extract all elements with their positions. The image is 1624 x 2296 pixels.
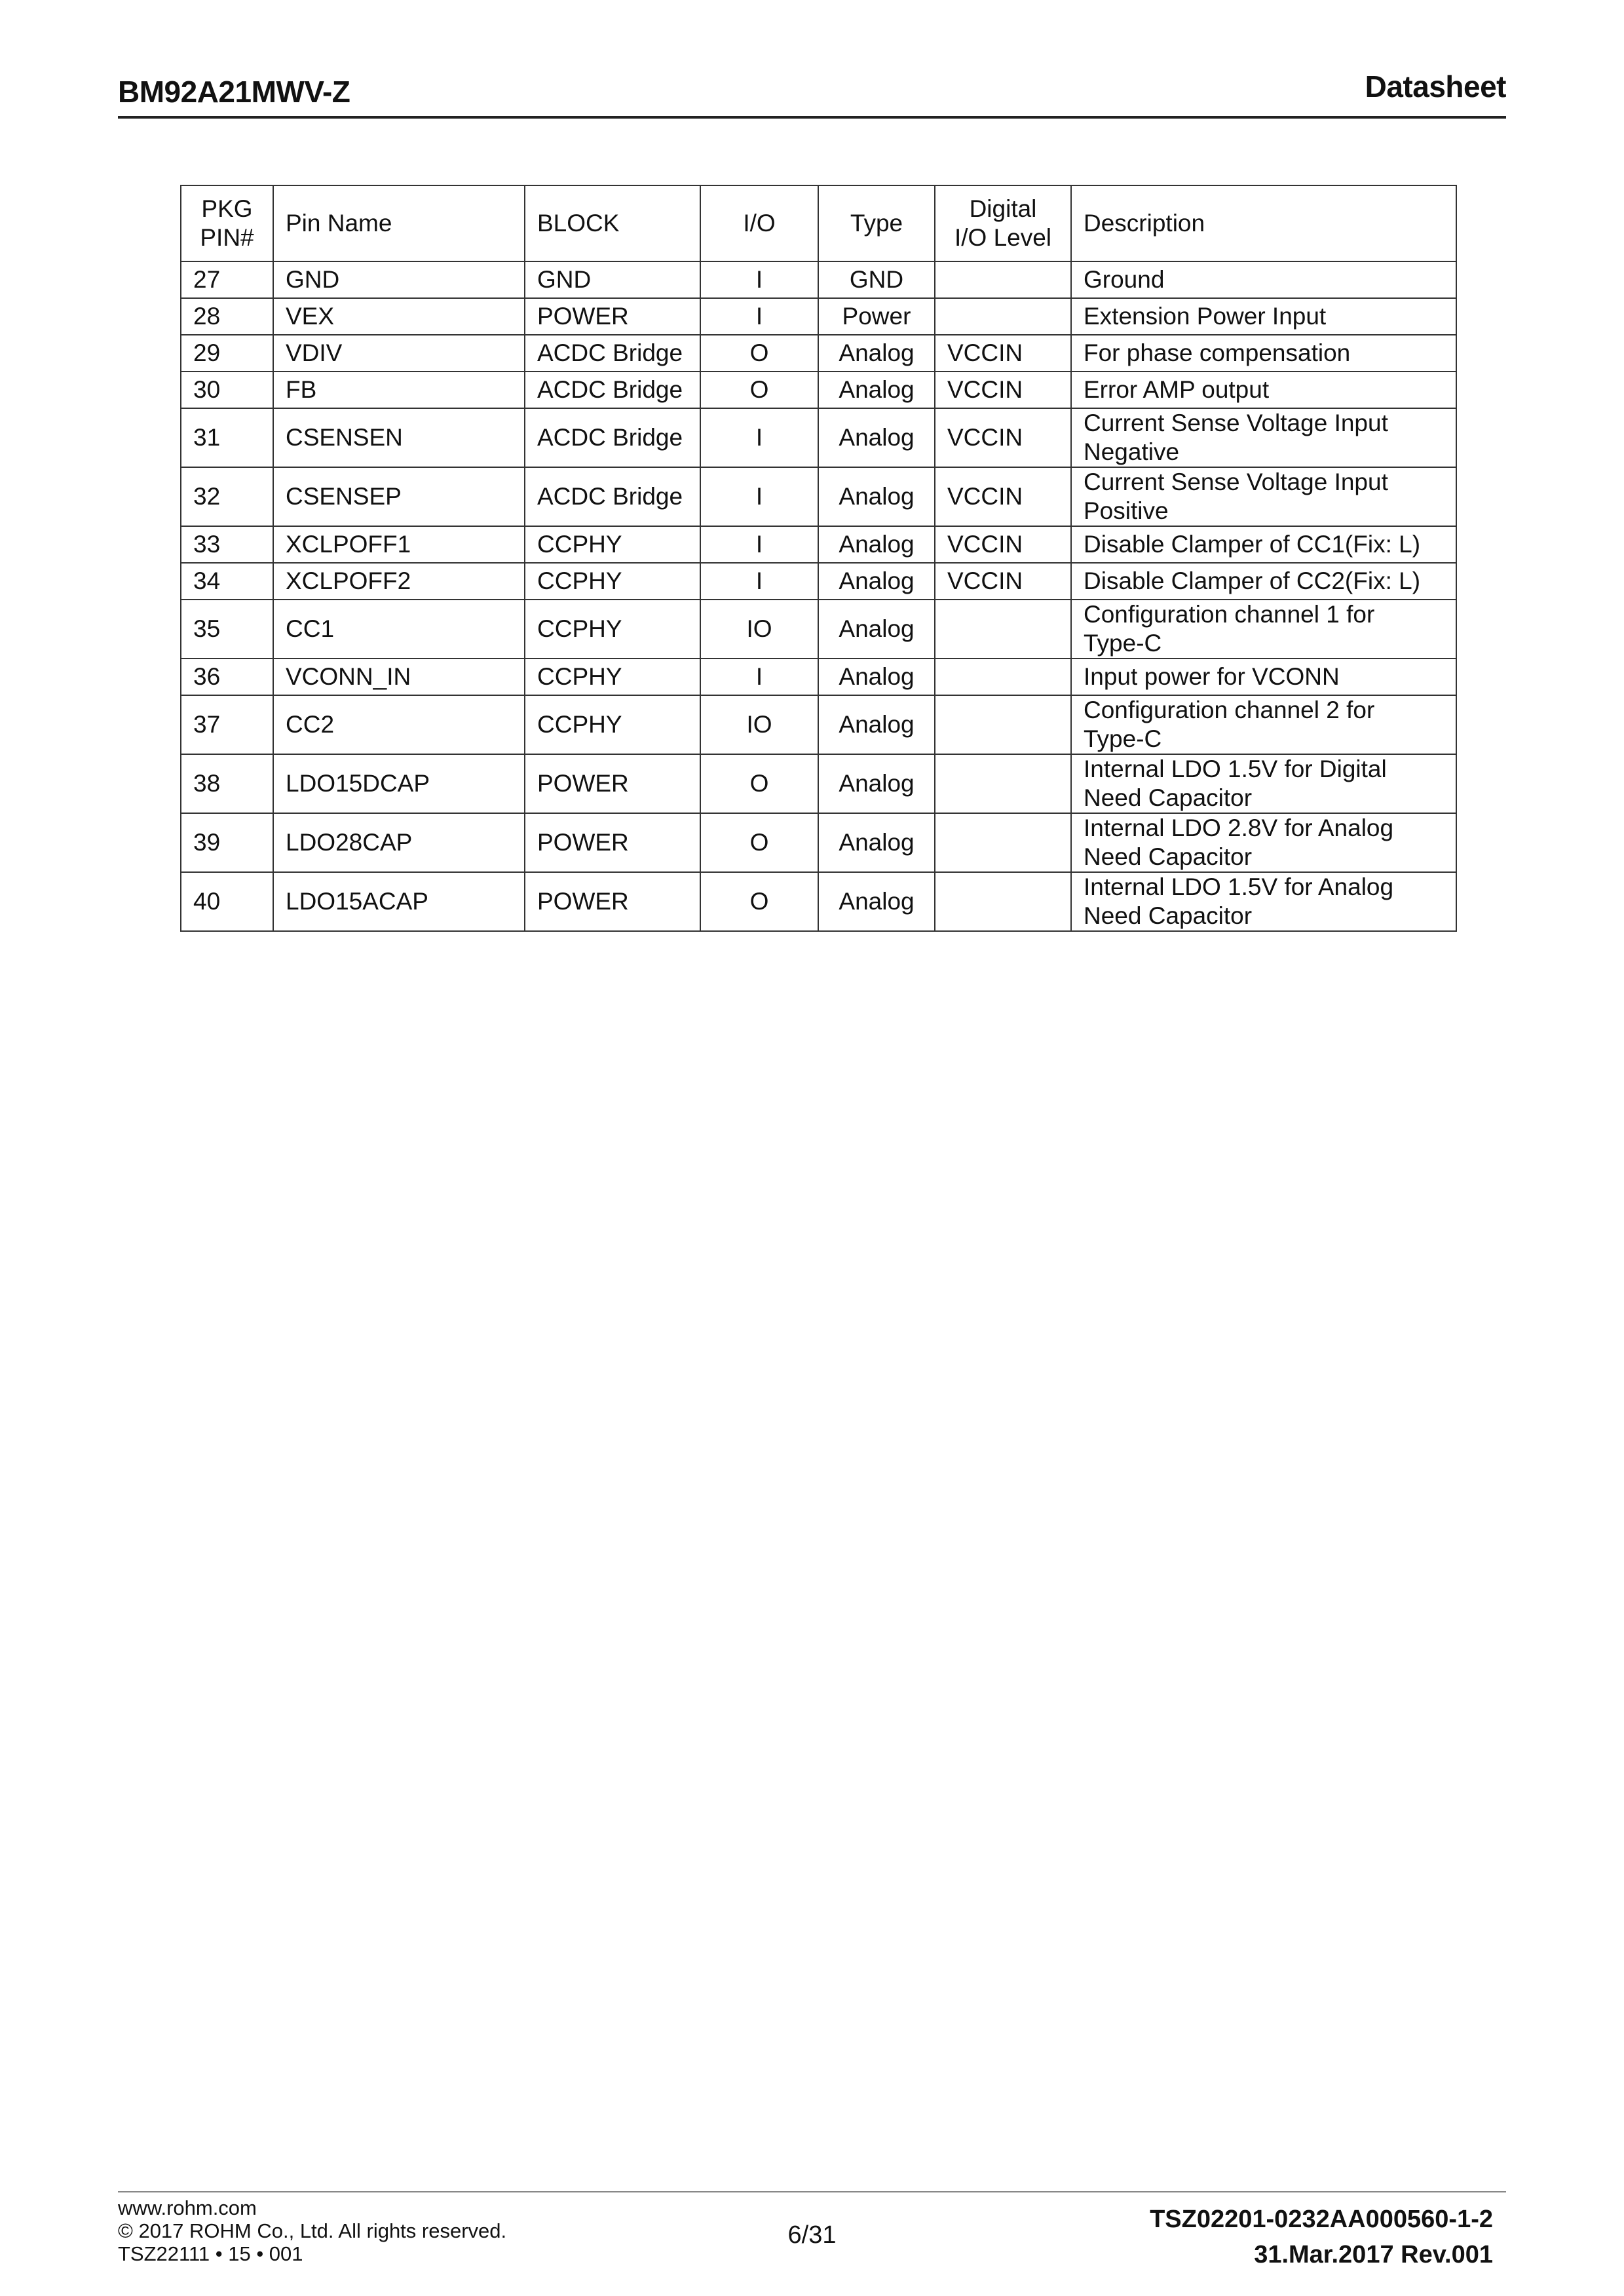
table-row — [181, 372, 1456, 408]
cell-io-level — [935, 813, 1071, 872]
cell-io: I — [700, 298, 818, 335]
cell-io-level: VCCIN — [935, 408, 1071, 467]
cell-pin-name: XCLPOFF2 — [273, 563, 525, 600]
table-row — [181, 526, 1456, 563]
col-block: BLOCK — [525, 185, 700, 261]
cell-io-level: VCCIN — [935, 563, 1071, 600]
cell-io-level — [935, 695, 1071, 754]
document-type: Datasheet — [1365, 69, 1506, 104]
cell-pin: 40 — [181, 872, 273, 931]
cell-pin: 32 — [181, 467, 273, 526]
table-row — [181, 872, 1456, 931]
cell-description — [1071, 872, 1456, 931]
col-description: Description — [1071, 185, 1456, 261]
cell-io-level: VCCIN — [935, 372, 1071, 408]
cell-pin-name: CC2 — [273, 695, 525, 754]
table-row — [181, 695, 1456, 754]
date-revision: 31.Mar.2017 Rev.001 — [1254, 2241, 1493, 2268]
col-type: Type — [818, 185, 935, 261]
cell-pin-name: CC1 — [273, 600, 525, 659]
footer-right — [1150, 2202, 1493, 2272]
description-line: Configuration channel 2 for — [1084, 697, 1375, 723]
cell-io-level — [935, 754, 1071, 813]
cell-block: CCPHY — [525, 600, 700, 659]
cell-pin: 39 — [181, 813, 273, 872]
footer-website: www.rohm.com — [118, 2196, 257, 2219]
cell-io: I — [700, 526, 818, 563]
cell-io: O — [700, 335, 818, 372]
description-line: Configuration channel 1 for — [1084, 601, 1375, 628]
cell-pin-name: LDO15ACAP — [273, 872, 525, 931]
cell-io-level — [935, 298, 1071, 335]
cell-block: CCPHY — [525, 526, 700, 563]
col-digital-io-level-line2: I/O Level — [954, 224, 1052, 251]
table-row — [181, 467, 1456, 526]
cell-type: GND — [818, 261, 935, 298]
cell-description — [1071, 526, 1456, 563]
cell-pin: 27 — [181, 261, 273, 298]
cell-io-level — [935, 600, 1071, 659]
cell-description — [1071, 261, 1456, 298]
cell-block: GND — [525, 261, 700, 298]
cell-description — [1071, 298, 1456, 335]
cell-io: I — [700, 659, 818, 695]
cell-pin-name: LDO15DCAP — [273, 754, 525, 813]
cell-type: Analog — [818, 754, 935, 813]
product-model: BM92A21MWV-Z — [118, 75, 350, 109]
cell-pin: 30 — [181, 372, 273, 408]
cell-block: CCPHY — [525, 659, 700, 695]
description-line: Need Capacitor — [1084, 843, 1253, 870]
cell-pin-name: CSENSEP — [273, 467, 525, 526]
description-line: Internal LDO 1.5V for Digital — [1084, 756, 1387, 782]
cell-block: POWER — [525, 754, 700, 813]
cell-type: Analog — [818, 600, 935, 659]
cell-pin: 28 — [181, 298, 273, 335]
col-io: I/O — [700, 185, 818, 261]
cell-description — [1071, 600, 1456, 659]
cell-io-level — [935, 872, 1071, 931]
footer-copyright: © 2017 ROHM Co., Ltd. All rights reserved. — [118, 2219, 507, 2242]
cell-description — [1071, 408, 1456, 467]
cell-description — [1071, 335, 1456, 372]
cell-description — [1071, 467, 1456, 526]
cell-description — [1071, 813, 1456, 872]
cell-io-level: VCCIN — [935, 335, 1071, 372]
cell-description — [1071, 563, 1456, 600]
cell-block: POWER — [525, 298, 700, 335]
cell-pin: 33 — [181, 526, 273, 563]
description-line: Need Capacitor — [1084, 902, 1253, 929]
table-body — [181, 261, 1456, 931]
cell-block: POWER — [525, 872, 700, 931]
cell-io: O — [700, 372, 818, 408]
col-digital-io-level-line1: Digital — [969, 195, 1037, 222]
cell-pin: 34 — [181, 563, 273, 600]
cell-io: IO — [700, 600, 818, 659]
table-row — [181, 659, 1456, 695]
cell-description — [1071, 372, 1456, 408]
cell-description — [1071, 659, 1456, 695]
cell-type: Analog — [818, 526, 935, 563]
description-line: Type-C — [1084, 725, 1162, 752]
description-line: Internal LDO 1.5V for Analog — [1084, 873, 1394, 900]
cell-io-level — [935, 261, 1071, 298]
description-line: Disable Clamper of CC2(Fix: L) — [1084, 567, 1421, 594]
cell-io-level — [935, 659, 1071, 695]
col-pkg-pin — [181, 185, 273, 261]
cell-type: Analog — [818, 695, 935, 754]
cell-block: ACDC Bridge — [525, 408, 700, 467]
page-footer — [118, 2191, 1506, 2278]
footer-form-code: TSZ22111 • 15 • 001 — [118, 2242, 303, 2265]
cell-pin-name: LDO28CAP — [273, 813, 525, 872]
cell-type: Power — [818, 298, 935, 335]
col-digital-io-level — [935, 185, 1071, 261]
table-row — [181, 754, 1456, 813]
description-line: Extension Power Input — [1084, 303, 1327, 330]
table-row — [181, 298, 1456, 335]
cell-pin: 36 — [181, 659, 273, 695]
cell-pin-name: VDIV — [273, 335, 525, 372]
table-row — [181, 600, 1456, 659]
col-pin-name: Pin Name — [273, 185, 525, 261]
cell-pin-name: VCONN_IN — [273, 659, 525, 695]
table-row — [181, 335, 1456, 372]
cell-pin-name: GND — [273, 261, 525, 298]
cell-type: Analog — [818, 372, 935, 408]
cell-type: Analog — [818, 659, 935, 695]
cell-io: I — [700, 261, 818, 298]
table-row — [181, 813, 1456, 872]
page-number: 6/31 — [787, 2221, 837, 2249]
table-row — [181, 563, 1456, 600]
table-row — [181, 408, 1456, 467]
cell-pin-name: FB — [273, 372, 525, 408]
cell-io: I — [700, 467, 818, 526]
cell-type: Analog — [818, 408, 935, 467]
cell-pin: 29 — [181, 335, 273, 372]
description-line: Internal LDO 2.8V for Analog — [1084, 814, 1394, 841]
description-line: Type-C — [1084, 630, 1162, 657]
cell-type: Analog — [818, 813, 935, 872]
cell-type: Analog — [818, 563, 935, 600]
table-row — [181, 261, 1456, 298]
table-header-row — [181, 185, 1456, 261]
cell-pin: 38 — [181, 754, 273, 813]
description-line: Ground — [1084, 266, 1165, 293]
cell-pin: 35 — [181, 600, 273, 659]
cell-io: IO — [700, 695, 818, 754]
description-line: Error AMP output — [1084, 376, 1270, 403]
cell-pin-name: XCLPOFF1 — [273, 526, 525, 563]
cell-type: Analog — [818, 335, 935, 372]
cell-io: O — [700, 872, 818, 931]
cell-pin-name: CSENSEN — [273, 408, 525, 467]
cell-io: O — [700, 813, 818, 872]
description-line: For phase compensation — [1084, 339, 1351, 366]
pin-description-table — [180, 185, 1457, 932]
description-line: Negative — [1084, 438, 1180, 465]
description-line: Current Sense Voltage Input — [1084, 410, 1388, 436]
cell-block: CCPHY — [525, 563, 700, 600]
cell-pin: 37 — [181, 695, 273, 754]
document-number: TSZ02201-0232AA000560-1-2 — [1150, 2206, 1493, 2233]
description-line: Current Sense Voltage Input — [1084, 469, 1388, 495]
description-line: Need Capacitor — [1084, 784, 1253, 811]
description-line: Positive — [1084, 497, 1169, 524]
col-pkg-pin-line1: PKG — [201, 195, 253, 222]
cell-io: O — [700, 754, 818, 813]
cell-io-level: VCCIN — [935, 526, 1071, 563]
cell-pin: 31 — [181, 408, 273, 467]
cell-block: ACDC Bridge — [525, 372, 700, 408]
cell-io-level: VCCIN — [935, 467, 1071, 526]
cell-type: Analog — [818, 872, 935, 931]
cell-io: I — [700, 408, 818, 467]
description-line: Input power for VCONN — [1084, 663, 1340, 690]
cell-block: ACDC Bridge — [525, 335, 700, 372]
description-line: Disable Clamper of CC1(Fix: L) — [1084, 531, 1421, 558]
cell-io: I — [700, 563, 818, 600]
cell-type: Analog — [818, 467, 935, 526]
cell-block: CCPHY — [525, 695, 700, 754]
cell-block: ACDC Bridge — [525, 467, 700, 526]
cell-description — [1071, 754, 1456, 813]
col-pkg-pin-line2: PIN# — [200, 224, 254, 251]
page-header — [118, 62, 1506, 119]
cell-description — [1071, 695, 1456, 754]
cell-block: POWER — [525, 813, 700, 872]
cell-pin-name: VEX — [273, 298, 525, 335]
